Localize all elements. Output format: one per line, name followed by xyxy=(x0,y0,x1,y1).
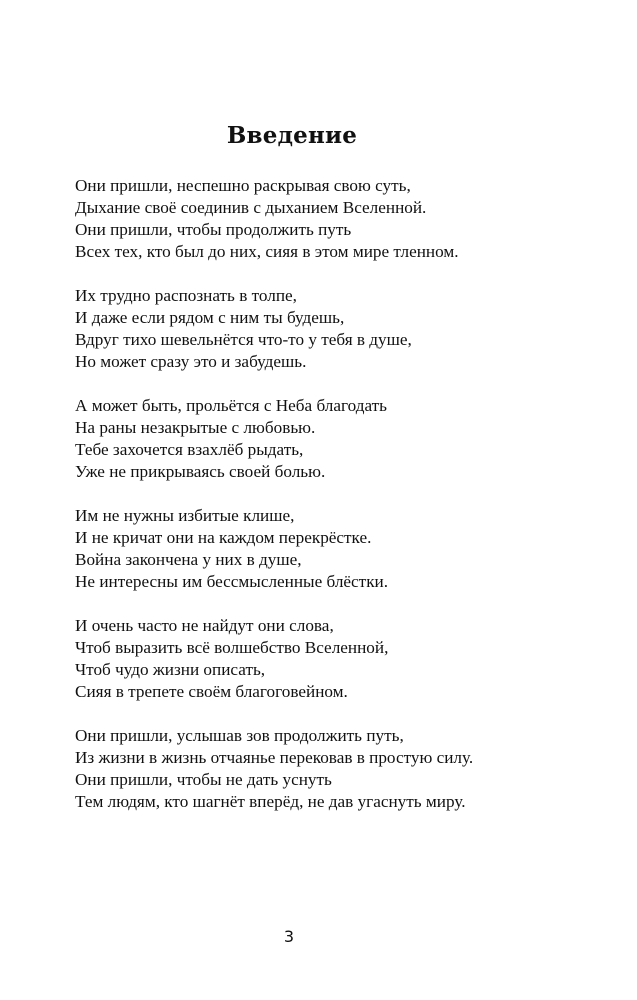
poem-line: Сияя в трепете своём благоговейном. xyxy=(75,682,348,701)
poem-line: Но может сразу это и забудешь. xyxy=(75,352,307,371)
poem-body xyxy=(75,175,595,835)
poem-line: Чтоб чудо жизни описать, xyxy=(75,660,266,679)
poem-line: Они пришли, неспешно раскрывая свою суть, xyxy=(75,176,411,195)
poem-line: Их трудно распознать в толпе, xyxy=(75,286,297,305)
poem-line: Они пришли, чтобы не дать уснуть xyxy=(75,770,332,789)
stanza-3 xyxy=(75,395,595,483)
poem-line: Чтоб выразить всё волшебство Вселенной, xyxy=(75,638,389,657)
poem-line: Вдруг тихо шевельнётся что-то у тебя в душе, xyxy=(75,330,412,349)
poem-line: Тебе захочется взахлёб рыдать, xyxy=(75,440,304,459)
stanza-5 xyxy=(75,615,595,703)
stanza-6 xyxy=(75,725,595,813)
poem-line: Им не нужны избитые клише, xyxy=(75,506,295,525)
poem-line: Война закончена у них в душе, xyxy=(75,550,302,569)
poem-line: Они пришли, чтобы продолжить путь xyxy=(75,220,352,239)
poem-line: Тем людям, кто шагнёт вперёд, не дав угаснуть миру. xyxy=(75,792,466,811)
poem-line: Уже не прикрываясь своей болью. xyxy=(75,462,326,481)
stanza-2 xyxy=(75,285,595,373)
stanza-1 xyxy=(75,175,595,263)
poem-line: Из жизни в жизнь отчаянье перековав в простую силу. xyxy=(75,748,474,767)
poem-line: И не кричат они на каждом перекрёстке. xyxy=(75,528,372,547)
poem-line: И даже если рядом с ним ты будешь, xyxy=(75,308,345,327)
poem-line: И очень часто не найдут они слова, xyxy=(75,616,334,635)
page-number: 3 xyxy=(283,927,295,946)
poem-line: Не интересны им бессмысленные блёстки. xyxy=(75,572,389,591)
poem-line: На раны незакрытые с любовью. xyxy=(75,418,316,437)
poem-line: Дыхание своё соединив с дыханием Вселенной. xyxy=(75,198,427,217)
stanza-4 xyxy=(75,505,595,593)
poem-line: Всех тех, кто был до них, сияя в этом мире тленном. xyxy=(75,242,459,261)
poem-line: Они пришли, услышав зов продолжить путь, xyxy=(75,726,404,745)
page-title: Введение xyxy=(226,122,358,149)
poem-line: А может быть, прольётся с Неба благодать xyxy=(75,396,387,415)
